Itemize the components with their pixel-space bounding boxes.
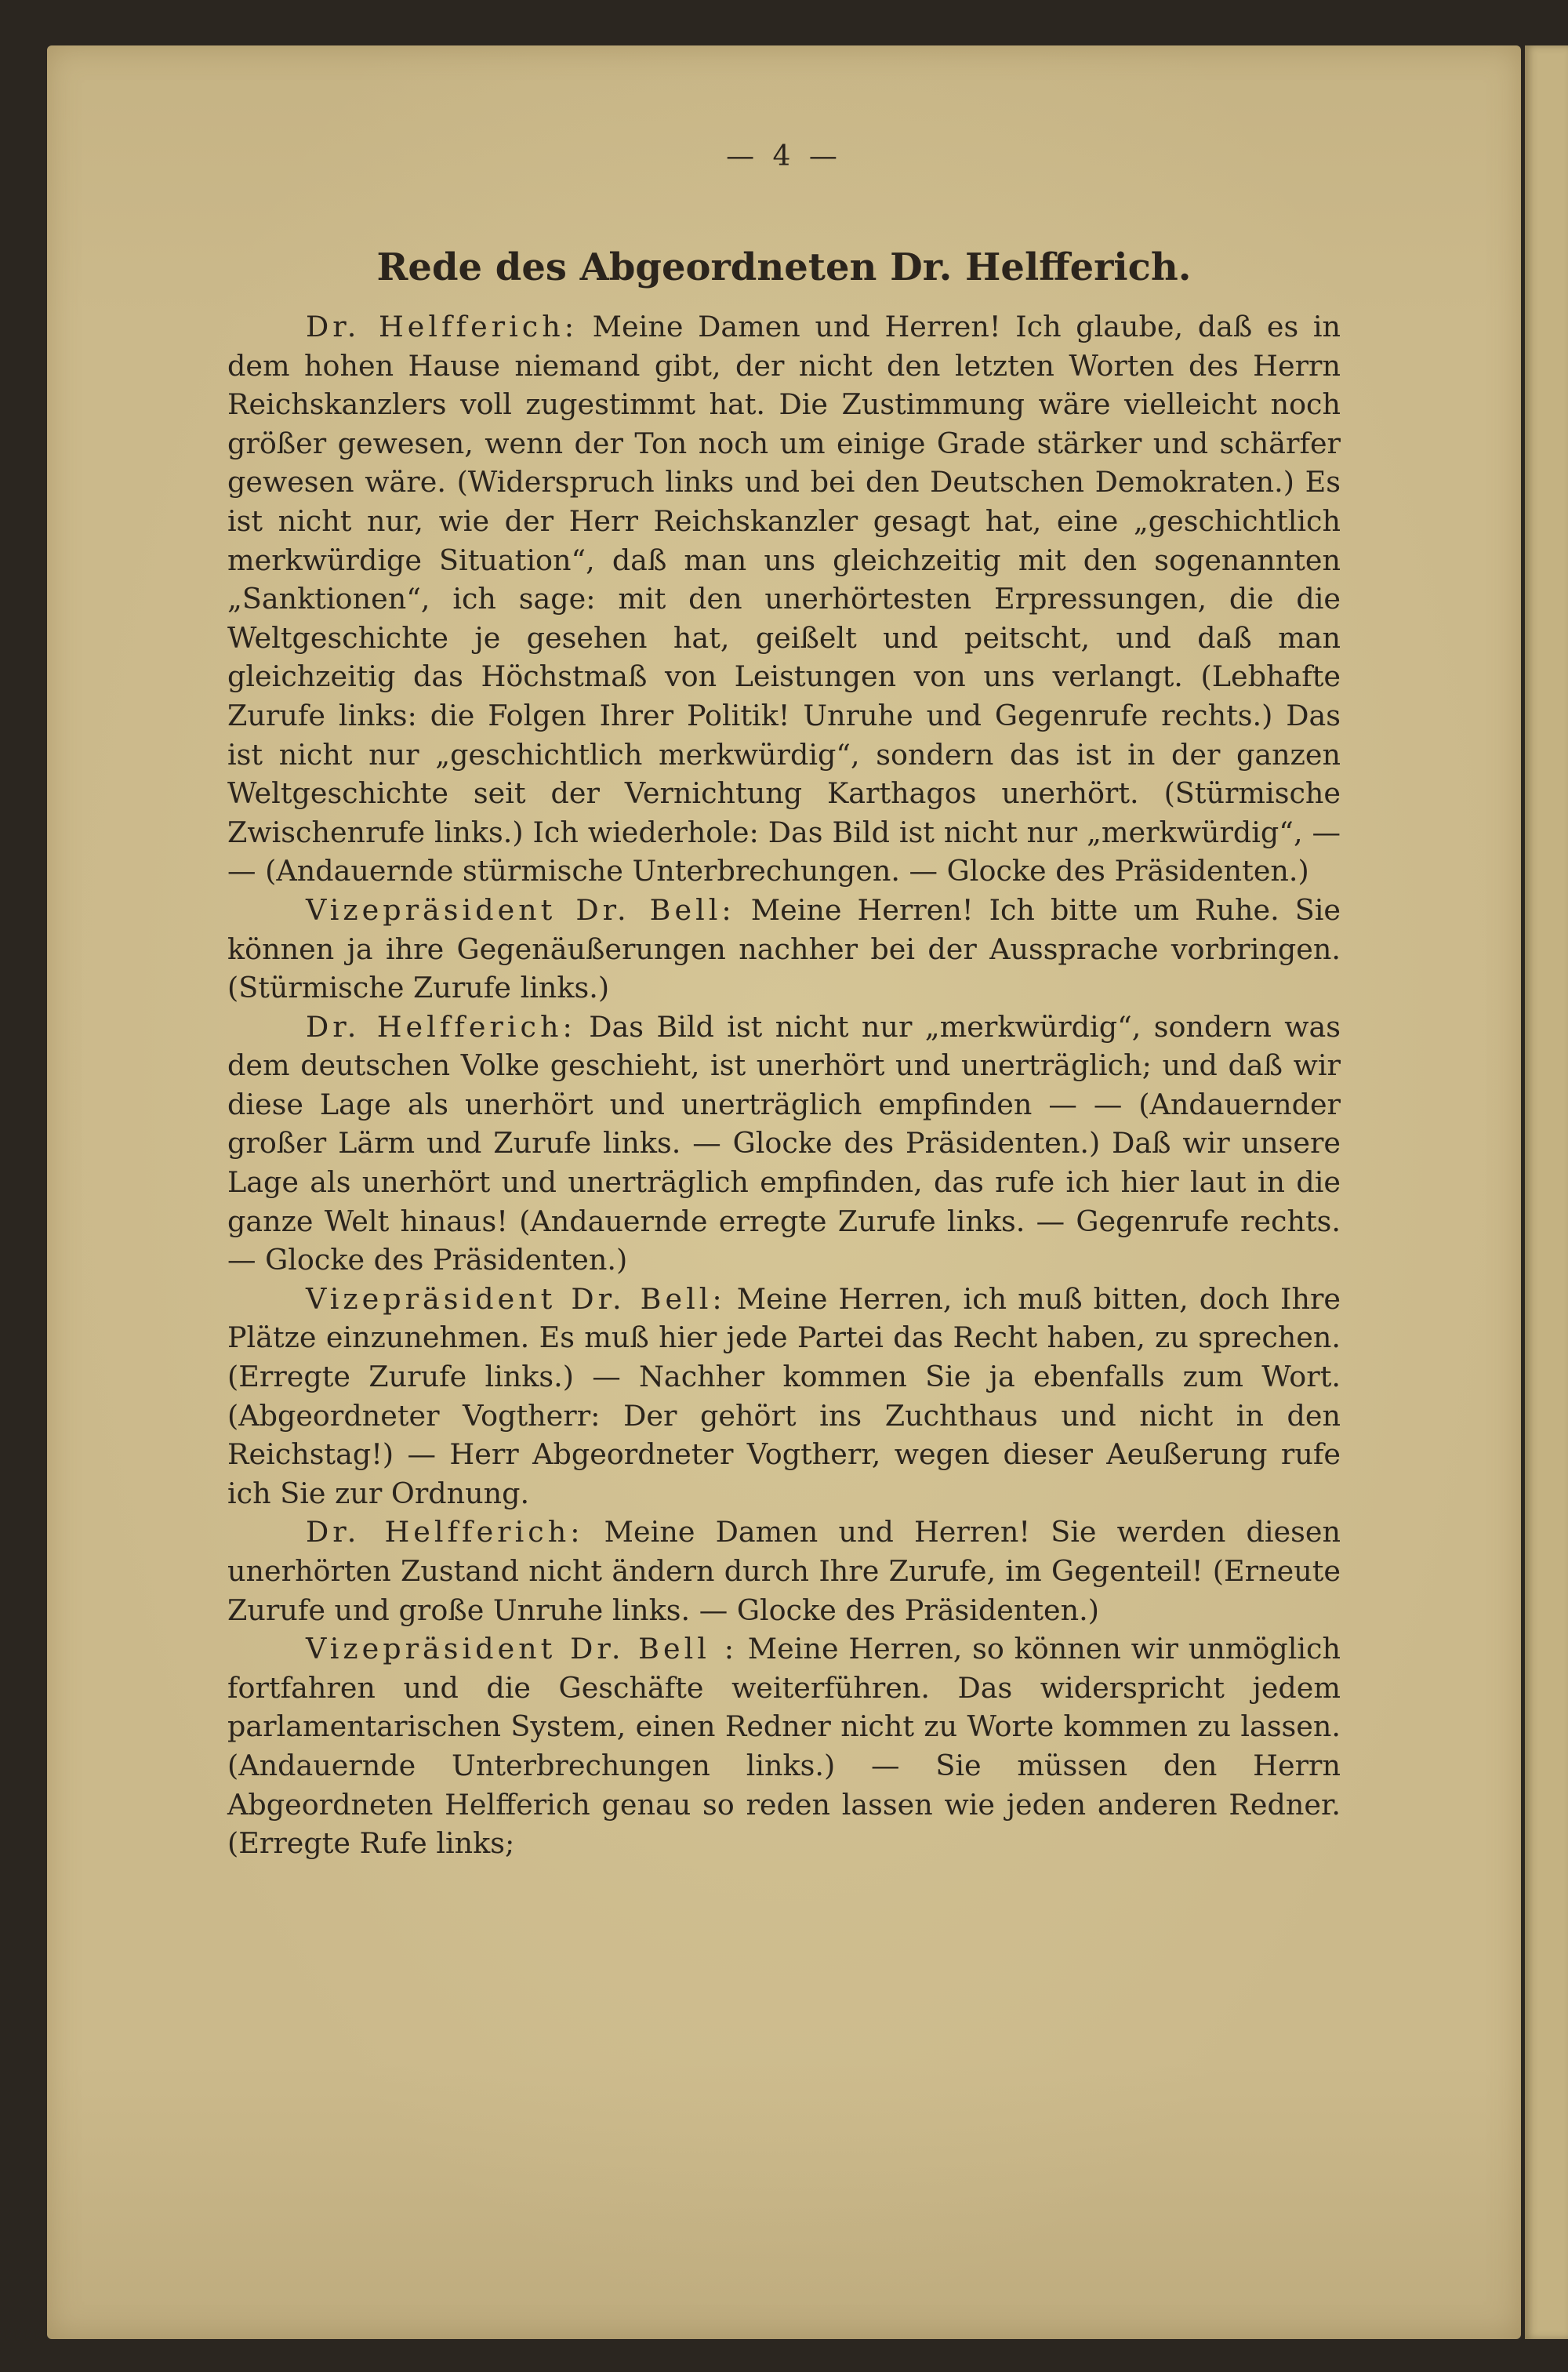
paragraph-5 xyxy=(227,1513,1341,1629)
speaker-label: Vizepräsident Dr. Bell: xyxy=(306,1281,726,1316)
paragraph-6 xyxy=(227,1629,1341,1863)
paragraph-text: Meine Herren! Ich bitte um Ruhe. Sie können ja ihre Gegenäußerungen nachher bei der Aussprache vorbringen. (Stürmische Zurufe links.) xyxy=(227,892,1341,1005)
page-content xyxy=(227,141,1341,1863)
page-number: — 4 — xyxy=(726,140,842,173)
paragraph-text: Meine Damen und Herren! Sie werden diesen unerhörten Zustand nicht ändern durch Ihre Zurufe, im Gegenteil! (Erneute Zurufe und große Unruhe links. — Glocke des Präsidenten.) xyxy=(227,1515,1341,1627)
speaker-label: Vizepräsident Dr. Bell : xyxy=(306,1632,739,1666)
paragraph-text: Meine Damen und Herren! Ich glaube, daß es in dem hohen Hause niemand gibt, der nicht den letzten Worten des Herrn Reichskanzlers voll zugestimmt hat. Die Zustimmung wäre vielleicht noch größer gewesen, wenn der Ton noch um einige Grade stärker und schärfer gewesen wäre. (Widerspruch links und bei den Deutschen Demokraten.) Es ist nicht nur, wie der Herr Reichskanzler gesagt hat, eine „geschichtlich merkwürdige Situation“, daß man uns gleichzeitig mit den sogenannten „Sanktionen“, ich sage: mit den unerhörtesten Erpressungen, die die Weltgeschichte je gesehen hat, geißelt und peitscht, und daß man gleichzeitig das Höchstmaß von Leistungen von uns verlangt. (Lebhafte Zurufe links: die Folgen Ihrer Politik! Unruhe und Gegenrufe rechts.) Das ist nicht nur „geschichtlich merkwürdig“, sondern das ist in der ganzen Weltgeschichte seit der Vernichtung Karthagos unerhört. (Stürmische Zwischenrufe links.) Ich wiederhole: Das Bild ist nicht nur „merkwürdig“, — — (Andauernde stürmische Unterbrechungen. — Glocke des Präsidenten.) xyxy=(227,310,1341,888)
paragraph-1 xyxy=(227,307,1341,891)
speaker-label: Dr. Helfferich: xyxy=(306,1009,576,1044)
speaker-label: Dr. Helfferich: xyxy=(306,1515,584,1549)
speaker-label: Vizepräsident Dr. Bell: xyxy=(306,892,735,927)
paragraph-3 xyxy=(227,1008,1341,1280)
adjacent-page-edge xyxy=(1525,45,1568,2339)
paragraph-4 xyxy=(227,1280,1341,1513)
speech-title: Rede des Abgeordneten Dr. Helfferich. xyxy=(376,245,1192,289)
paragraph-text: Meine Herren, ich muß bitten, doch Ihre Plätze einzunehmen. Es muß hier jede Partei das Recht haben, zu sprechen. (Erregte Zurufe links.) — Nachher kommen Sie ja ebenfalls zum Wort. (Abgeordneter Vogtherr: Der gehört ins Zuchthaus und nicht in den Reichstag!) — Herr Abgeordneter Vogtherr, wegen dieser Aeußerung rufe ich Sie zur Ordnung. xyxy=(227,1281,1341,1510)
paragraph-text: Das Bild ist nicht nur „merkwürdig“, sondern was dem deutschen Volke geschieht, ist unerhört und unerträglich; und daß wir diese Lage als unerhört und unerträglich empfinden — — (Andauernder großer Lärm und Zurufe links. — Glocke des Präsidenten.) Daß wir unsere Lage als unerhört und unerträglich empfinden, das rufe ich hier laut in die ganze Welt hinaus! (Andauernde erregte Zurufe links. — Gegenrufe rechts. — Glocke des Präsidenten.) xyxy=(227,1009,1341,1277)
paragraph-text: Meine Herren, so können wir unmöglich fortfahren und die Geschäfte weiterführen. Das widerspricht jedem parlamentarischen System, einen Redner nicht zu Worte kommen zu lassen. (Andauernde Unterbrechungen links.) — Sie müssen den Herrn Abgeordneten Helfferich genau so reden lassen wie jeden anderen Redner. (Erregte Rufe links; xyxy=(227,1632,1341,1861)
paragraph-2 xyxy=(227,891,1341,1008)
speaker-label: Dr. Helfferich: xyxy=(306,310,579,343)
